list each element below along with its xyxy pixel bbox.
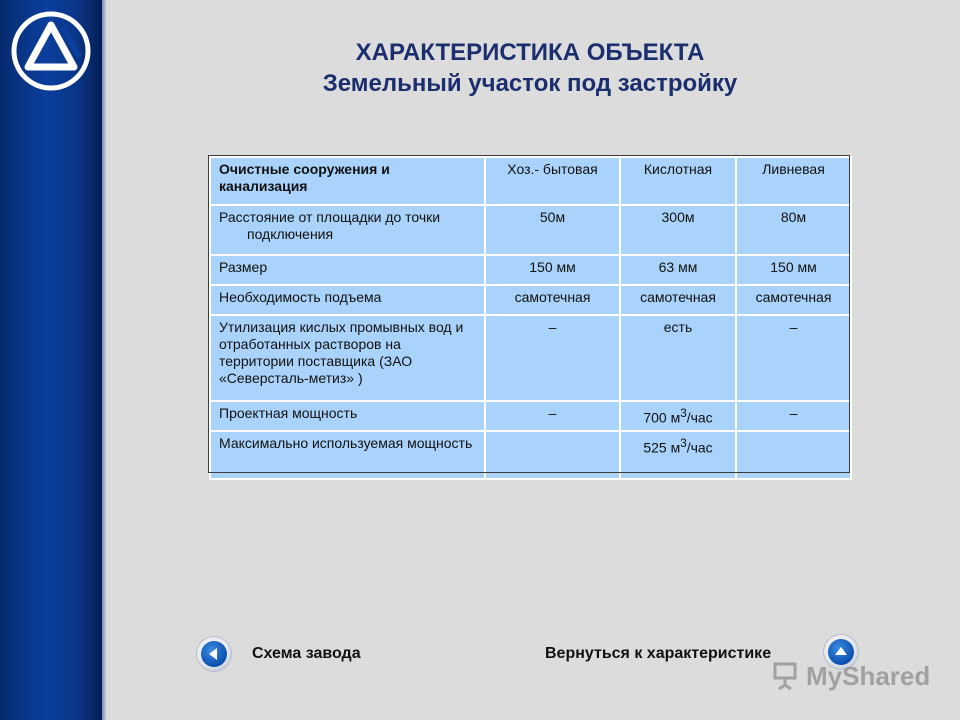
- table-cell: [736, 431, 851, 479]
- table-header-cell: Ливневая: [736, 157, 851, 205]
- title-subtitle: Земельный участок под застройку: [322, 70, 738, 97]
- table-cell: [620, 431, 736, 479]
- table-cell: –: [485, 315, 620, 401]
- table-header-cell: Хоз.- бытовая: [485, 157, 620, 205]
- table-cell: самотечная: [736, 285, 851, 315]
- table-cell: 150 мм: [485, 255, 620, 285]
- table-cell: самотечная: [620, 285, 736, 315]
- table-cell: [620, 401, 736, 431]
- table-header-cell: Очистные сооружения и канализация: [210, 157, 485, 205]
- table-row: [210, 431, 851, 479]
- back-button[interactable]: [197, 637, 231, 671]
- row-label: [210, 205, 485, 255]
- table-row: [210, 401, 851, 431]
- table-cell: [485, 431, 620, 479]
- unit-superscript: 3: [680, 437, 687, 450]
- title-main: ХАРАКТЕРИСТИКА ОБЪЕКТА: [355, 39, 705, 66]
- arrow-up-icon: [834, 645, 848, 659]
- characteristics-table: [209, 156, 852, 480]
- table-cell: –: [736, 315, 851, 401]
- table-header-cell: Кислотная: [620, 157, 736, 205]
- watermark-text: MyShared: [806, 660, 931, 691]
- table-cell: 63 мм: [620, 255, 736, 285]
- row-label-line: подключения: [247, 226, 334, 242]
- table-cell: есть: [620, 315, 736, 401]
- row-label: Размер: [210, 255, 485, 285]
- row-label: Утилизация кислых промывных вод и отработанных растворов на территории поставщика (ЗАО «Северсталь-метиз» ): [210, 315, 485, 401]
- logo-icon: [11, 11, 91, 91]
- back-link[interactable]: Схема завода: [252, 645, 361, 662]
- unit-superscript: 3: [680, 407, 687, 420]
- table-cell: 150 мм: [736, 255, 851, 285]
- table-row: [210, 285, 851, 315]
- sidebar: [0, 0, 102, 720]
- table-cell: –: [485, 401, 620, 431]
- presentation-icon: [770, 661, 800, 691]
- table-row: [210, 315, 851, 401]
- arrow-left-icon: [207, 647, 221, 661]
- table-header-row: [210, 157, 851, 205]
- table-cell: 50м: [485, 205, 620, 255]
- table-cell: –: [736, 401, 851, 431]
- back-button-face[interactable]: [201, 641, 227, 667]
- return-link[interactable]: Вернуться к характеристике: [545, 645, 772, 662]
- value-text: 700 м: [643, 409, 681, 426]
- table-cell: 80м: [736, 205, 851, 255]
- value-text: 525 м: [643, 439, 681, 456]
- table-row: [210, 255, 851, 285]
- table-cell: самотечная: [485, 285, 620, 315]
- row-label-line: Расстояние от площадки до точки: [219, 209, 441, 225]
- page-title: [240, 38, 820, 100]
- table-cell: 300м: [620, 205, 736, 255]
- row-label: Максимально используемая мощность: [210, 431, 485, 479]
- table-row: [210, 205, 851, 255]
- row-label: Проектная мощность: [210, 401, 485, 431]
- unit-tail: /час: [686, 439, 713, 456]
- watermark: [770, 658, 930, 694]
- sidebar-edge: [102, 0, 106, 720]
- unit-tail: /час: [686, 409, 713, 426]
- row-label: Необходимость подъема: [210, 285, 485, 315]
